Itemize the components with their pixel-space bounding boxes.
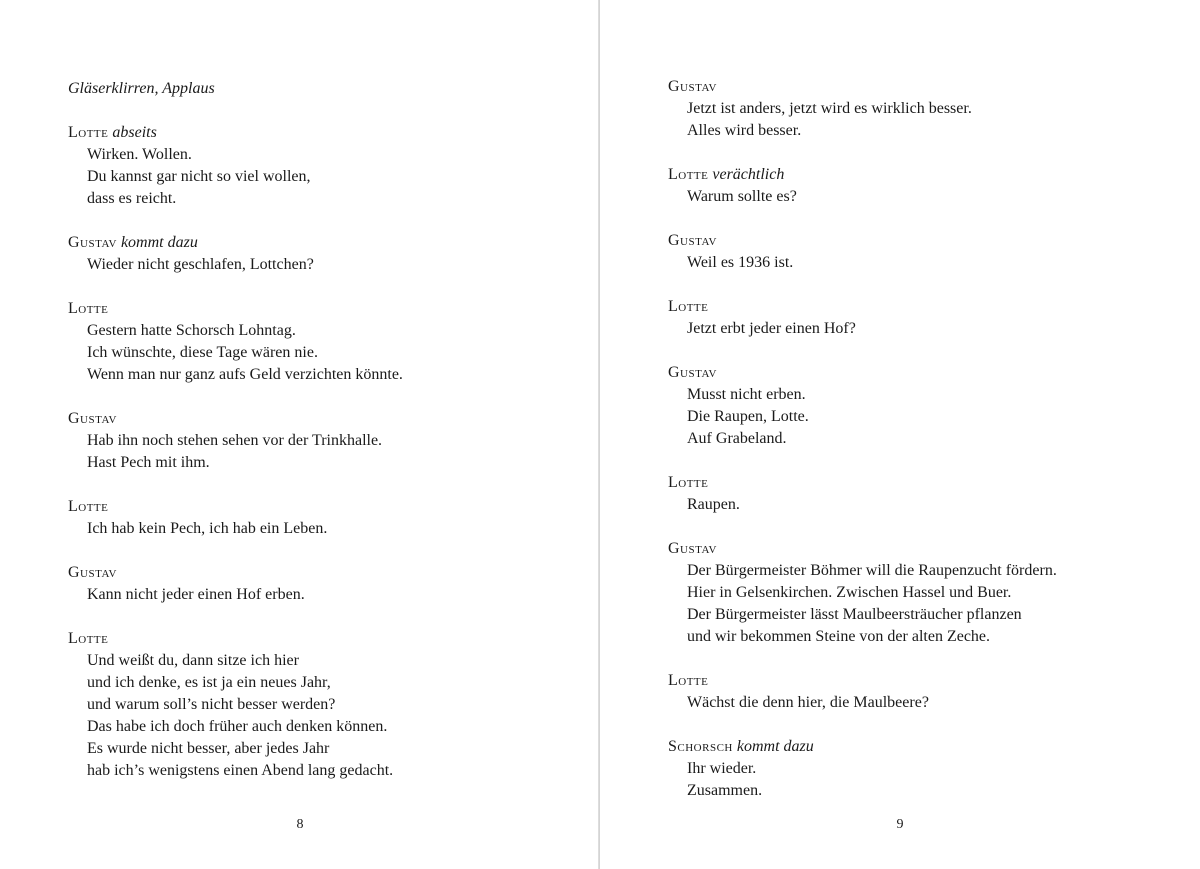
verse-line: dass es reicht. [87,190,177,207]
verse-line: Gestern hatte Schorsch Lohntag. [87,322,296,339]
verse-line: Hast Pech mit ihm. [87,454,210,471]
dialogue-block [68,298,579,386]
dialogue-block [68,232,579,276]
verse-line: hab ich’s wenigstens einen Abend lang gedacht. [87,762,394,779]
verse-line: Du kannst gar nicht so viel wollen, [87,168,311,185]
speaker-line [668,670,1179,692]
speaker-name: Lotte [68,300,109,317]
dialogue-block [668,230,1179,274]
dialogue-block [68,122,579,210]
verse-line: Die Raupen, Lotte. [687,408,809,425]
verse-line: Musst nicht erben. [687,386,806,403]
left-page [0,0,599,869]
speaker-name: Gustav [668,78,717,95]
right-dialogue [668,76,1179,802]
speaker-name: Gustav [668,540,717,557]
speaker-name: Gustav [668,232,717,249]
speaker-name: Schorsch [668,738,733,755]
stage-note: kommt dazu [120,234,198,251]
verse-line: Hab ihn noch stehen sehen vor der Trinkhalle. [87,432,383,449]
speaker-line [68,298,579,320]
verse-line: Kann nicht jeder einen Hof erben. [87,586,305,603]
left-page-text [68,78,579,804]
dialogue-block [668,670,1179,714]
speaker-line [68,232,579,254]
verse-line: und wir bekommen Steine von der alten Zeche. [687,628,991,645]
verse-line: Und weißt du, dann sitze ich hier [87,652,299,669]
speaker-line [68,122,579,144]
page-number: 8 [296,817,304,832]
speaker-line [668,230,1179,252]
dialogue-block [668,736,1179,802]
verse-line: Hier in Gelsenkirchen. Zwischen Hassel und Buer. [687,584,1012,601]
speaker-line [668,472,1179,494]
dialogue-block [668,164,1179,208]
page-number: 9 [896,817,904,832]
verse-line: Wirken. Wollen. [87,146,192,163]
speaker-name: Gustav [68,564,117,581]
verse-line: Zusammen. [687,782,763,799]
stage-note: kommt dazu [736,738,814,755]
speaker-line [68,408,579,430]
stage-note: verächtlich [712,166,785,183]
speaker-name: Lotte [668,672,709,689]
verse-line: Das habe ich doch früher auch denken können. [87,718,388,735]
verse-line: Raupen. [687,496,740,513]
verse-line: Weil es 1936 ist. [687,254,794,271]
speaker-line [668,76,1179,98]
speaker-line [668,736,1179,758]
verse-line: Ich hab kein Pech, ich hab ein Leben. [87,520,328,537]
speaker-name: Gustav [68,234,117,251]
speaker-name: Gustav [68,410,117,427]
verse-line: Ihr wieder. [687,760,757,777]
dialogue-block [668,472,1179,516]
verse-line: Wieder nicht geschlafen, Lottchen? [87,256,314,273]
verse-line: Jetzt ist anders, jetzt wird es wirklich besser. [687,100,972,117]
verse-line: und ich denke, es ist ja ein neues Jahr, [87,674,331,691]
stage-direction: Gläserklirren, Applaus [68,80,215,97]
speaker-name: Lotte [668,166,709,183]
speaker-name: Lotte [668,474,709,491]
speaker-line [68,628,579,650]
dialogue-block [668,362,1179,450]
verse-line: Wenn man nur ganz aufs Geld verzichten könnte. [87,366,403,383]
speaker-name: Lotte [68,630,109,647]
verse-line: Wächst die denn hier, die Maulbeere? [687,694,929,711]
verse-line: Auf Grabeland. [687,430,787,447]
speaker-line [668,164,1179,186]
dialogue-block [668,538,1179,648]
verse-line: Ich wünschte, diese Tage wären nie. [87,344,318,361]
verse-line: Jetzt erbt jeder einen Hof? [687,320,856,337]
dialogue-block [68,496,579,540]
dialogue-block [668,296,1179,340]
dialogue-block [68,628,579,782]
speaker-line [668,538,1179,560]
verse-line: Warum sollte es? [687,188,797,205]
speaker-name: Lotte [68,498,109,515]
verse-line: Es wurde nicht besser, aber jedes Jahr [87,740,330,757]
dialogue-block [68,408,579,474]
dialogue-block [668,76,1179,142]
verse-line: Alles wird besser. [687,122,802,139]
speaker-line [668,296,1179,318]
speaker-name: Gustav [668,364,717,381]
verse-line: und warum soll’s nicht besser werden? [87,696,336,713]
left-dialogue [68,122,579,782]
verse-line: Der Bürgermeister lässt Maulbeersträucher pflanzen [687,606,1022,623]
right-page [600,0,1199,869]
speaker-line [668,362,1179,384]
speaker-line [68,562,579,584]
speaker-line [68,496,579,518]
speaker-name: Lotte [68,124,109,141]
right-page-text [668,76,1179,824]
stage-note: abseits [112,124,157,141]
dialogue-block [68,562,579,606]
speaker-name: Lotte [668,298,709,315]
verse-line: Der Bürgermeister Böhmer will die Raupenzucht fördern. [687,562,1057,579]
